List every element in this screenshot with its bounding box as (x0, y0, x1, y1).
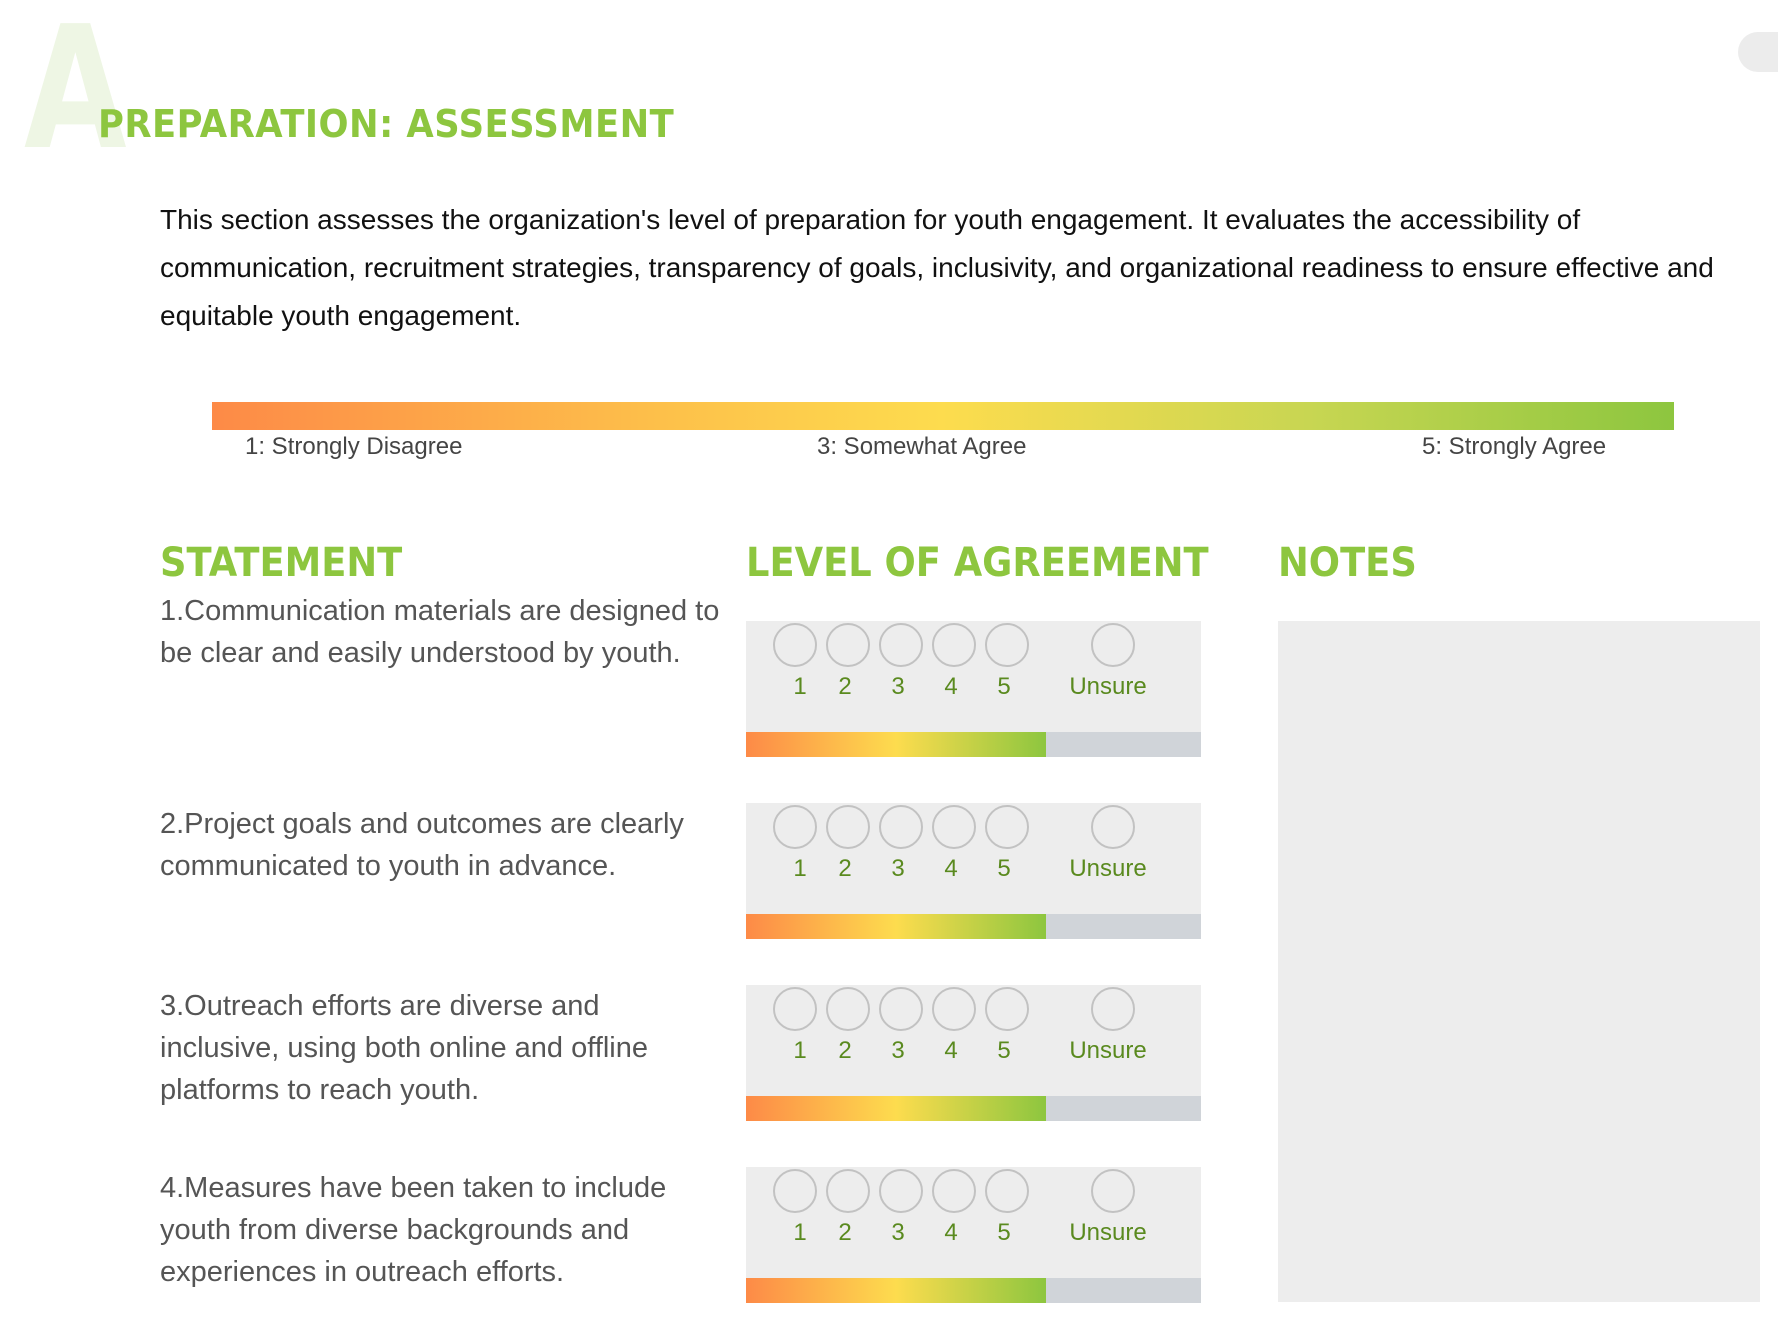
rating-option-label: 2 (838, 673, 852, 700)
rating-radio-unsure[interactable] (1091, 987, 1135, 1031)
rating-option-label: 4 (944, 1037, 958, 1064)
rating-radio-3[interactable] (879, 987, 923, 1031)
rating-option-label: 5 (997, 1037, 1011, 1064)
agreement-bar-track (746, 1278, 1201, 1303)
column-header-notes: NOTES (1278, 540, 1417, 586)
rating-option-label: 2 (838, 855, 852, 882)
rating-option-label: 2 (838, 1219, 852, 1246)
rating-radio-2[interactable] (826, 623, 870, 667)
rating-option-label: Unsure (1069, 1219, 1147, 1246)
rating-radio-4[interactable] (932, 805, 976, 849)
rating-option-label: Unsure (1069, 855, 1147, 882)
rating-option-label: 3 (891, 1219, 905, 1246)
column-header-agreement: LEVEL OF AGREEMENT (746, 540, 1209, 586)
rating-radio-2[interactable] (826, 987, 870, 1031)
rating-radio-2[interactable] (826, 805, 870, 849)
rating-option-label: 1 (793, 1219, 807, 1246)
rating-option-label: 1 (793, 1037, 807, 1064)
agreement-bar-fill (746, 1096, 1046, 1121)
rating-radio-3[interactable] (879, 805, 923, 849)
scale-label-high: 5: Strongly Agree (1422, 433, 1607, 460)
rating-option-label: 5 (997, 1219, 1011, 1246)
agreement-rating-group (746, 985, 1201, 1121)
statement-text: 2.Project goals and outcomes are clearly communicated to youth in advance. (160, 808, 684, 882)
rating-radio-4[interactable] (932, 623, 976, 667)
rating-option-label: 4 (944, 673, 958, 700)
agreement-rating-group (746, 1167, 1201, 1303)
rating-option-label: 4 (944, 855, 958, 882)
rating-option-label: 4 (944, 1219, 958, 1246)
rating-option-label: Unsure (1069, 1037, 1147, 1064)
rating-radio-3[interactable] (879, 1169, 923, 1213)
agreement-rating-group (746, 803, 1201, 939)
notes-field[interactable] (1278, 621, 1760, 1302)
agreement-bar-track (746, 732, 1201, 757)
rating-option-label: 5 (997, 855, 1011, 882)
rating-option-label: 5 (997, 673, 1011, 700)
section-intro: This section assesses the organization's level of preparation for youth engagement. It evaluates the accessibility of communication, recruitment strategies, transparency of goals, inclusivity, and organizational readiness to ensure effective and equitable youth engagement. (160, 204, 1714, 331)
rating-radio-1[interactable] (773, 1169, 817, 1213)
rating-radio-4[interactable] (932, 1169, 976, 1213)
rating-radio-5[interactable] (985, 805, 1029, 849)
statement-text: 1.Communication materials are designed to be clear and easily understood by youth. (160, 595, 720, 669)
agreement-rating-group (746, 621, 1201, 757)
rating-radio-1[interactable] (773, 805, 817, 849)
rating-option-label: Unsure (1069, 673, 1147, 700)
rating-radio-1[interactable] (773, 987, 817, 1031)
rating-option-label: 3 (891, 1037, 905, 1064)
corner-decoration (1738, 32, 1778, 72)
agreement-bar-fill (746, 1278, 1046, 1303)
rating-option-label: 3 (891, 673, 905, 700)
rating-radio-4[interactable] (932, 987, 976, 1031)
agreement-bar-track (746, 914, 1201, 939)
rating-radio-unsure[interactable] (1091, 805, 1135, 849)
scale-label-mid: 3: Somewhat Agree (817, 433, 1027, 460)
column-header-statement: STATEMENT (160, 540, 403, 586)
statement-text: 3.Outreach efforts are diverse and inclusive, using both online and offline platforms to reach youth. (160, 990, 648, 1106)
rating-radio-5[interactable] (985, 1169, 1029, 1213)
agreement-bar-fill (746, 732, 1046, 757)
agreement-bar-track (746, 1096, 1201, 1121)
rating-radio-unsure[interactable] (1091, 1169, 1135, 1213)
rating-radio-unsure[interactable] (1091, 623, 1135, 667)
agreement-scale-bar (212, 402, 1674, 430)
page-title: PREPARATION: ASSESSMENT (98, 102, 675, 146)
agreement-bar-fill (746, 914, 1046, 939)
rating-option-label: 1 (793, 673, 807, 700)
rating-radio-5[interactable] (985, 623, 1029, 667)
section-letter: A (24, 0, 127, 188)
rating-option-label: 1 (793, 855, 807, 882)
rating-radio-2[interactable] (826, 1169, 870, 1213)
rating-option-label: 3 (891, 855, 905, 882)
rating-option-label: 2 (838, 1037, 852, 1064)
statement-text: 4.Measures have been taken to include youth from diverse backgrounds and experiences in outreach efforts. (160, 1172, 667, 1288)
rating-radio-1[interactable] (773, 623, 817, 667)
rating-radio-5[interactable] (985, 987, 1029, 1031)
rating-radio-3[interactable] (879, 623, 923, 667)
scale-label-low: 1: Strongly Disagree (245, 433, 463, 460)
